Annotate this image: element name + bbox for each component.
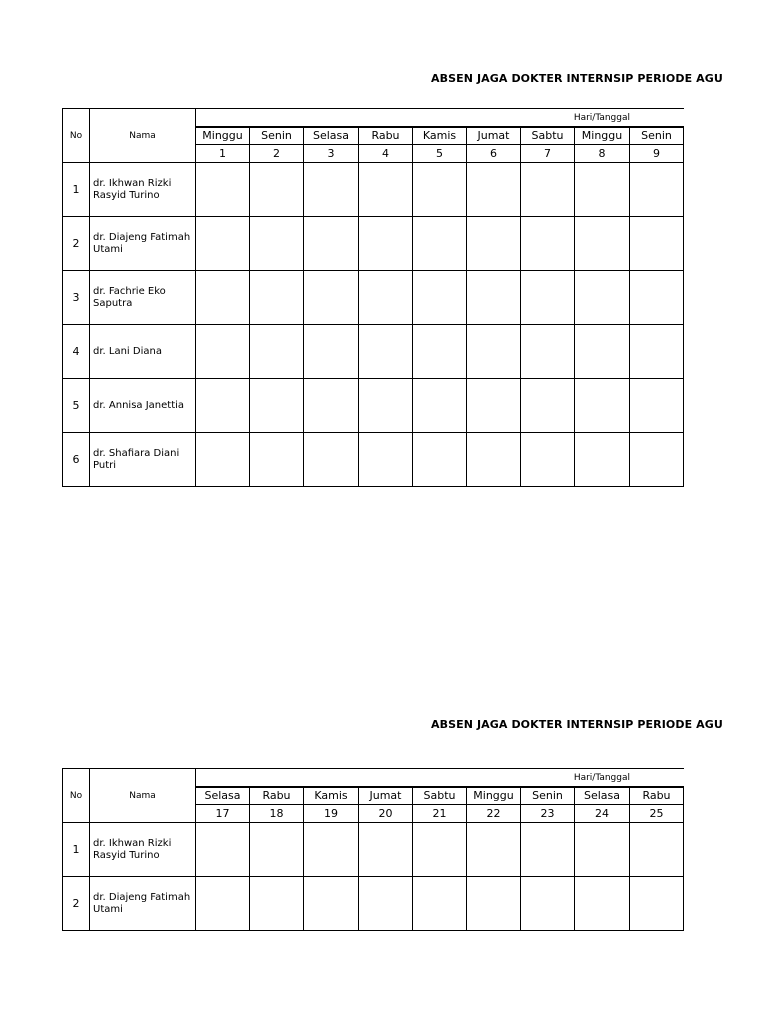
day-header: Rabu: [250, 787, 304, 805]
day-header: Jumat: [467, 127, 521, 145]
date-header: 25: [630, 805, 684, 823]
date-header: 4: [359, 145, 413, 163]
attendance-cell: [467, 217, 521, 271]
attendance-cell: [575, 271, 630, 325]
attendance-cell: [630, 433, 684, 487]
attendance-cell: [359, 877, 413, 931]
column-header-hari-tanggal: Hari/Tanggal: [196, 768, 684, 787]
attendance-cell: [521, 163, 575, 217]
attendance-cell: [304, 433, 359, 487]
attendance-cell: [575, 379, 630, 433]
row-number: 1: [62, 163, 90, 217]
day-header: Selasa: [575, 787, 630, 805]
attendance-cell: [467, 325, 521, 379]
attendance-cell: [304, 379, 359, 433]
attendance-cell: [413, 217, 467, 271]
attendance-cell: [196, 823, 250, 877]
attendance-cell: [467, 877, 521, 931]
column-header-no: No: [62, 108, 90, 163]
date-header: 2: [250, 145, 304, 163]
attendance-cell: [467, 163, 521, 217]
attendance-cell: [250, 271, 304, 325]
attendance-cell: [413, 325, 467, 379]
attendance-cell: [575, 217, 630, 271]
section-1-title: ABSEN JAGA DOKTER INTERNSIP PERIODE AGU: [431, 72, 723, 85]
doctor-name: dr. Ikhwan Rizki Rasyid Turino: [90, 163, 196, 217]
attendance-cell: [250, 823, 304, 877]
attendance-cell: [304, 823, 359, 877]
day-header: Senin: [630, 127, 684, 145]
attendance-table-section-2: [62, 768, 687, 932]
attendance-cell: [521, 433, 575, 487]
attendance-cell: [467, 379, 521, 433]
attendance-grid: [62, 108, 686, 490]
day-header: Senin: [521, 787, 575, 805]
attendance-cell: [630, 379, 684, 433]
attendance-cell: [196, 379, 250, 433]
row-number: 5: [62, 379, 90, 433]
row-number: 4: [62, 325, 90, 379]
attendance-cell: [413, 433, 467, 487]
date-header: 17: [196, 805, 250, 823]
attendance-cell: [575, 877, 630, 931]
day-header: Minggu: [467, 787, 521, 805]
attendance-cell: [359, 433, 413, 487]
attendance-cell: [196, 325, 250, 379]
attendance-cell: [467, 823, 521, 877]
row-number: 3: [62, 271, 90, 325]
doctor-name: dr. Diajeng Fatimah Utami: [90, 217, 196, 271]
column-header-nama: Nama: [90, 108, 196, 163]
day-header: Jumat: [359, 787, 413, 805]
column-header-no: No: [62, 768, 90, 823]
attendance-cell: [575, 325, 630, 379]
attendance-cell: [521, 217, 575, 271]
date-header: 24: [575, 805, 630, 823]
doctor-name: dr. Lani Diana: [90, 325, 196, 379]
day-header: Rabu: [630, 787, 684, 805]
doctor-name: dr. Ikhwan Rizki Rasyid Turino: [90, 823, 196, 877]
attendance-cell: [196, 217, 250, 271]
attendance-cell: [304, 877, 359, 931]
attendance-cell: [521, 877, 575, 931]
date-header: 20: [359, 805, 413, 823]
attendance-cell: [196, 877, 250, 931]
date-header: 18: [250, 805, 304, 823]
day-header: Minggu: [196, 127, 250, 145]
date-header: 21: [413, 805, 467, 823]
row-number: 1: [62, 823, 90, 877]
day-header: Selasa: [196, 787, 250, 805]
attendance-cell: [196, 271, 250, 325]
attendance-cell: [250, 379, 304, 433]
date-header: 23: [521, 805, 575, 823]
day-header: Kamis: [413, 127, 467, 145]
attendance-cell: [304, 271, 359, 325]
date-header: 8: [575, 145, 630, 163]
attendance-cell: [359, 271, 413, 325]
attendance-cell: [413, 823, 467, 877]
day-header: Sabtu: [413, 787, 467, 805]
attendance-grid: [62, 768, 686, 932]
attendance-cell: [467, 271, 521, 325]
attendance-table-section-1: [62, 108, 687, 490]
date-header: 3: [304, 145, 359, 163]
date-header: 5: [413, 145, 467, 163]
attendance-cell: [575, 163, 630, 217]
attendance-cell: [575, 433, 630, 487]
attendance-cell: [359, 379, 413, 433]
date-header: 9: [630, 145, 684, 163]
attendance-cell: [359, 823, 413, 877]
attendance-cell: [304, 163, 359, 217]
date-header: 1: [196, 145, 250, 163]
attendance-cell: [630, 271, 684, 325]
attendance-cell: [575, 823, 630, 877]
attendance-cell: [630, 163, 684, 217]
doctor-name: dr. Annisa Janettia: [90, 379, 196, 433]
attendance-cell: [521, 379, 575, 433]
attendance-cell: [250, 325, 304, 379]
row-number: 2: [62, 877, 90, 931]
day-header: Kamis: [304, 787, 359, 805]
date-header: 6: [467, 145, 521, 163]
attendance-cell: [304, 217, 359, 271]
attendance-cell: [196, 433, 250, 487]
date-header: 19: [304, 805, 359, 823]
attendance-cell: [359, 217, 413, 271]
day-header: Minggu: [575, 127, 630, 145]
row-number: 6: [62, 433, 90, 487]
attendance-cell: [413, 379, 467, 433]
attendance-cell: [413, 271, 467, 325]
attendance-cell: [250, 217, 304, 271]
column-header-hari-tanggal: Hari/Tanggal: [196, 108, 684, 127]
attendance-cell: [630, 217, 684, 271]
attendance-cell: [304, 325, 359, 379]
column-header-nama: Nama: [90, 768, 196, 823]
section-2-title: ABSEN JAGA DOKTER INTERNSIP PERIODE AGU: [431, 718, 723, 731]
attendance-cell: [196, 163, 250, 217]
attendance-cell: [250, 163, 304, 217]
row-number: 2: [62, 217, 90, 271]
attendance-cell: [521, 271, 575, 325]
attendance-cell: [521, 823, 575, 877]
day-header: Rabu: [359, 127, 413, 145]
attendance-cell: [413, 163, 467, 217]
day-header: Sabtu: [521, 127, 575, 145]
doctor-name: dr. Diajeng Fatimah Utami: [90, 877, 196, 931]
attendance-cell: [250, 433, 304, 487]
attendance-cell: [413, 877, 467, 931]
doctor-name: dr. Fachrie Eko Saputra: [90, 271, 196, 325]
doctor-name: dr. Shafiara Diani Putri: [90, 433, 196, 487]
date-header: 7: [521, 145, 575, 163]
attendance-cell: [630, 325, 684, 379]
attendance-cell: [250, 877, 304, 931]
date-header: 22: [467, 805, 521, 823]
attendance-cell: [630, 823, 684, 877]
attendance-cell: [521, 325, 575, 379]
attendance-cell: [359, 325, 413, 379]
attendance-cell: [359, 163, 413, 217]
attendance-cell: [630, 877, 684, 931]
day-header: Selasa: [304, 127, 359, 145]
day-header: Senin: [250, 127, 304, 145]
attendance-cell: [467, 433, 521, 487]
